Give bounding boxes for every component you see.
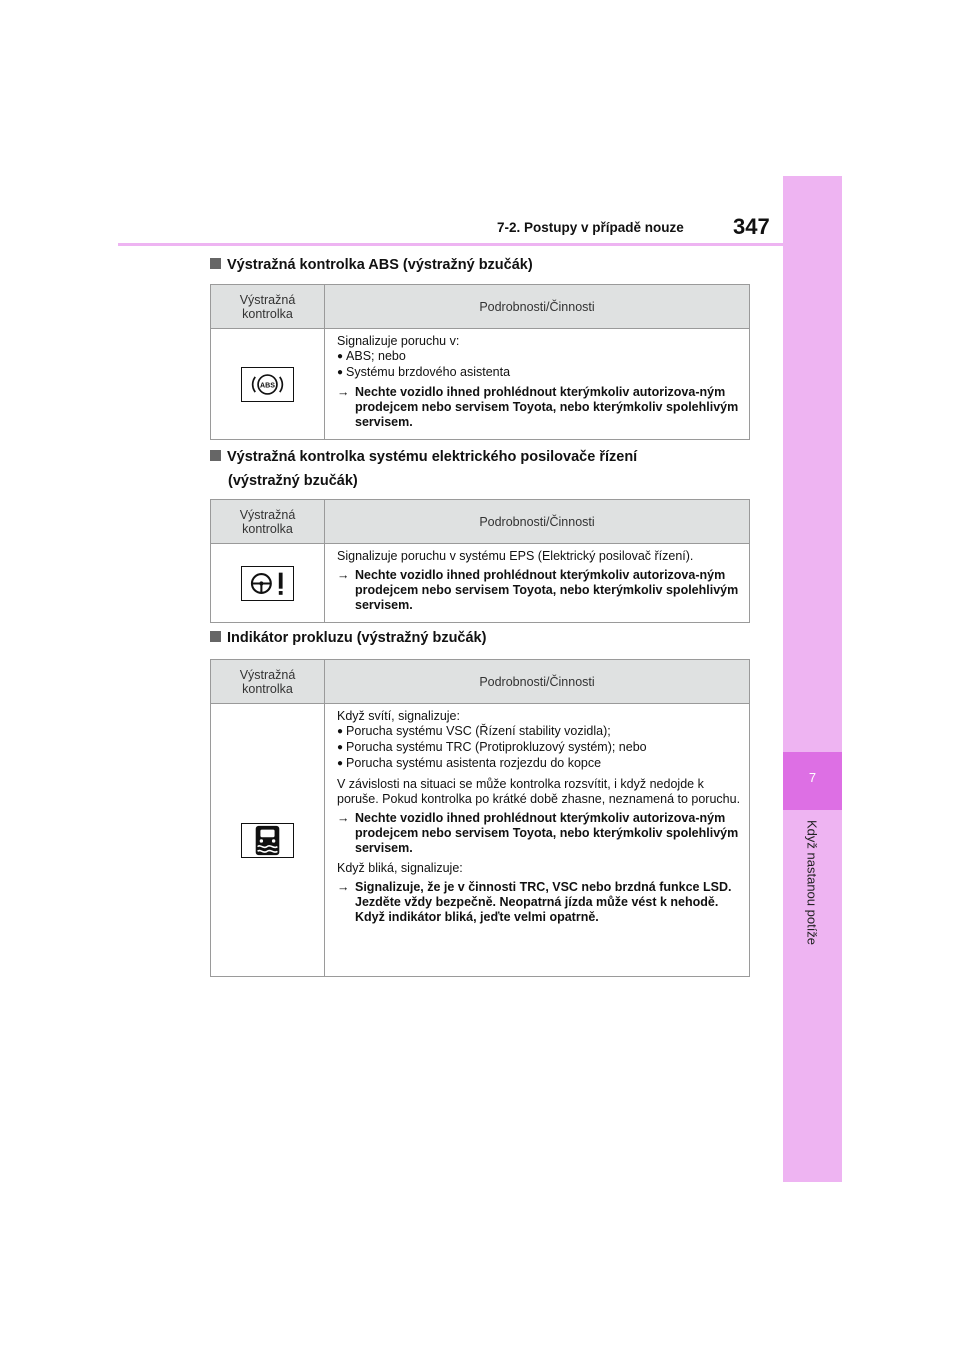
abs-intro: Signalizuje poruchu v: <box>337 334 460 348</box>
abs-bullet: ● Systému brzdového asistenta <box>337 365 743 381</box>
abs-action: → Nechte vozidlo ihned prohlédnout kterýmkoliv autorizova-ným prodejcem nebo servisem Toyota, nebo kterýmkoliv spolehlivým servisem. <box>337 385 739 429</box>
slip-flash-intro: Když bliká, signalizuje: <box>337 861 463 875</box>
svg-text:ABS: ABS <box>260 381 275 389</box>
eps-warning-table <box>210 499 750 623</box>
square-bullet-icon <box>210 631 221 642</box>
slip-indicator-table <box>210 659 750 977</box>
column-header-details: Podrobnosti/Činnosti <box>325 500 750 544</box>
eps-intro: Signalizuje poruchu v systému EPS (Elektrický posilovač řízení). <box>337 549 694 563</box>
section-heading-slip: Indikátor prokluzu (výstražný bzučák) <box>210 627 486 649</box>
slip-note: V závislosti na situaci se může kontrolka rozsvítit, i když nedojde k poruše. Pokud kontrolka po krátké době zhasne, neznamená to poruchu. <box>337 777 741 806</box>
section-header: 7-2. Postupy v případě nouze <box>497 220 684 235</box>
section-heading-eps: Výstražná kontrolka systému elektrického posilovače řízení (výstražný bzučák) <box>210 446 637 492</box>
chapter-title: Když nastanou potíže <box>804 820 820 946</box>
column-header-light: Výstražná kontrolka <box>211 285 325 329</box>
eps-action: → Nechte vozidlo ihned prohlédnout kterýmkoliv autorizova-ným prodejcem nebo servisem Toyota, nebo kterýmkoliv spolehlivým servisem. <box>337 568 739 612</box>
slip-action: → Nechte vozidlo ihned prohlédnout kterýmkoliv autorizova-ným prodejcem nebo servisem Toyota, nebo kterýmkoliv spolehlivým servisem. <box>337 811 739 855</box>
section-heading-abs: Výstražná kontrolka ABS (výstražný bzučák) <box>210 254 533 276</box>
page-number: 347 <box>733 214 770 239</box>
header-rule <box>118 243 783 246</box>
slip-icon-cell <box>211 704 325 977</box>
square-bullet-icon <box>210 450 221 461</box>
abs-warning-table <box>210 284 750 440</box>
abs-warning-icon <box>241 367 294 402</box>
slip-detail-cell <box>325 704 750 977</box>
slip-bullet: ● Porucha systému VSC (Řízení stability vozidla); <box>337 724 743 740</box>
column-header-details: Podrobnosti/Činnosti <box>325 660 750 704</box>
column-header-details: Podrobnosti/Činnosti <box>325 285 750 329</box>
column-header-light: Výstražná kontrolka <box>211 500 325 544</box>
abs-icon-cell <box>211 329 325 440</box>
arrow-icon: → <box>337 811 350 825</box>
eps-warning-icon <box>241 566 294 601</box>
arrow-icon: → <box>337 568 350 582</box>
eps-detail-cell <box>325 544 750 623</box>
eps-icon-cell <box>211 544 325 623</box>
column-header-light: Výstražná kontrolka <box>211 660 325 704</box>
slip-flash-action: → Signalizuje, že je v činnosti TRC, VSC nebo brzdná funkce LSD. Jezděte vždy bezpečně. Neopatrná jízda může vést k nehodě. Když indikátor bliká, jeďte velmi opatrně. <box>337 880 732 924</box>
chapter-side-tab <box>783 176 842 1182</box>
slip-intro: Když svítí, signalizuje: <box>337 709 460 723</box>
abs-detail-cell <box>325 329 750 440</box>
slip-bullet: ● Porucha systému TRC (Protiprokluzový systém); nebo <box>337 740 743 756</box>
arrow-icon: → <box>337 385 350 399</box>
slip-bullet: ● Porucha systému asistenta rozjezdu do kopce <box>337 756 743 772</box>
arrow-icon: → <box>337 880 350 894</box>
chapter-number: 7 <box>808 770 817 785</box>
abs-bullet: ● ABS; nebo <box>337 349 743 365</box>
square-bullet-icon <box>210 258 221 269</box>
slip-indicator-icon <box>241 823 294 858</box>
